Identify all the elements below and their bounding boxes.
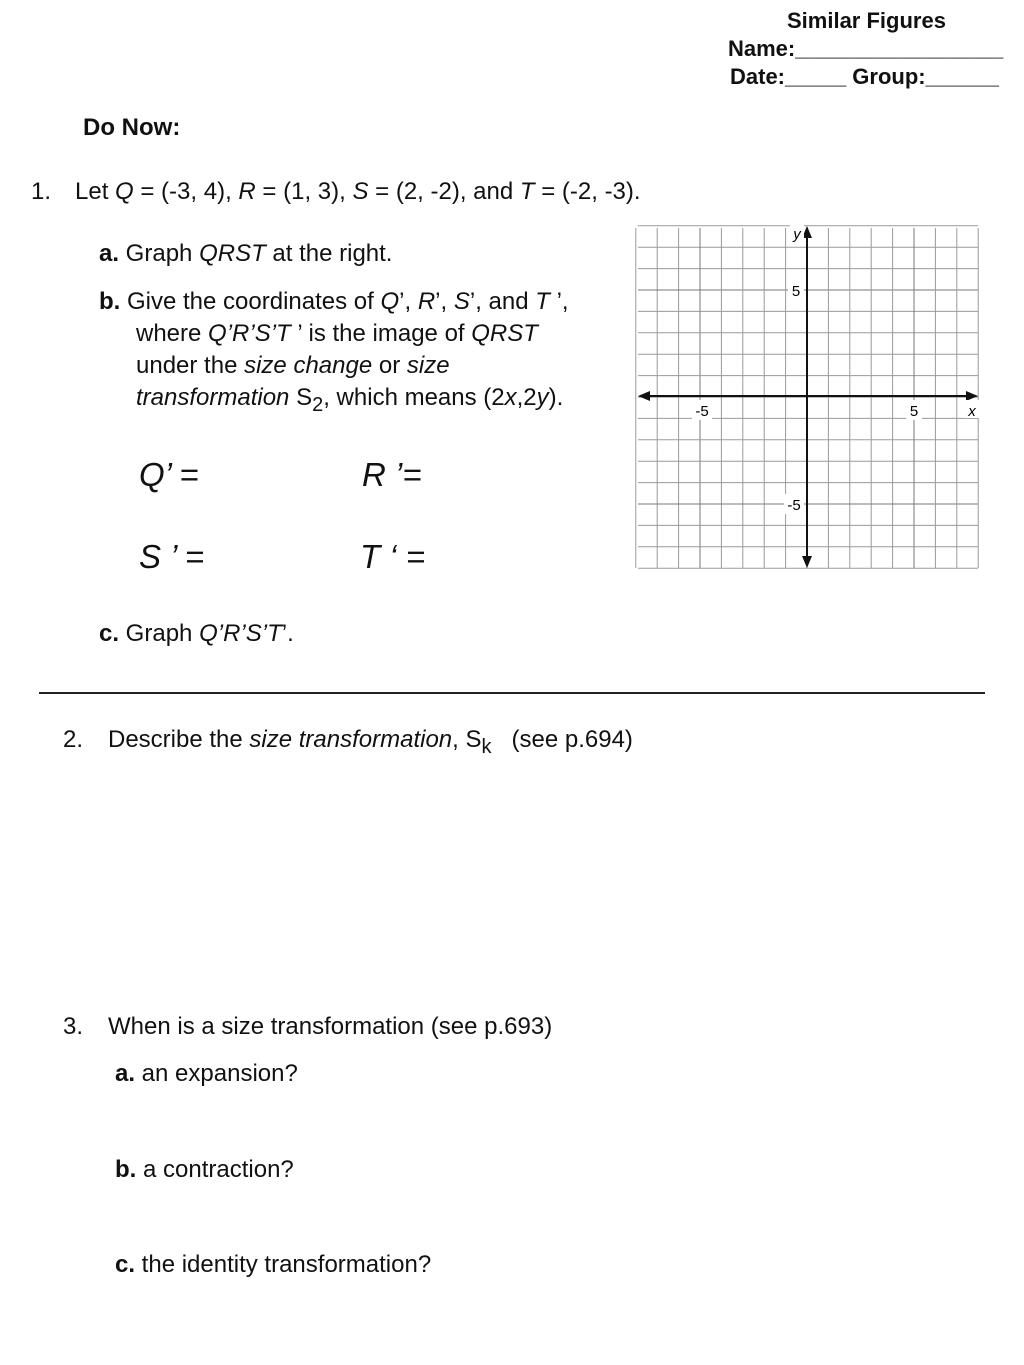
t-prime-answer: T ‘ = xyxy=(360,538,426,575)
q1b-line3: under the size change or size xyxy=(136,352,450,379)
q1b-line1: b. Give the coordinates of Q’, R’, S’, and T ’, xyxy=(99,288,569,315)
y-axis-arrow-down xyxy=(802,556,812,568)
x-tick-5: 5 xyxy=(909,403,919,420)
x-axis-label: x xyxy=(968,403,976,420)
x-tick-neg5: -5 xyxy=(695,403,709,420)
q1b-line2: where Q’R’S’T ’ is the image of QRST xyxy=(136,320,538,347)
x-axis-arrow-right xyxy=(966,391,978,401)
name-field: Name:_________________ xyxy=(728,36,1004,61)
q1-text: Let Q = (-3, 4), R = (1, 3), S = (2, -2), and T = (-2, -3). xyxy=(75,178,641,205)
q1a-text: a. Graph QRST at the right. xyxy=(99,240,393,267)
y-axis-label: y xyxy=(793,226,801,243)
r-prime-answer: R ’= xyxy=(362,456,422,493)
section-divider xyxy=(39,692,985,694)
y-tick-5: 5 xyxy=(791,283,801,300)
q3-text: When is a size transformation (see p.693) xyxy=(108,1013,553,1040)
date-group-field: Date:_____ Group:______ xyxy=(730,64,1000,89)
x-axis-arrow-left xyxy=(638,391,650,401)
y-tick-neg5: -5 xyxy=(787,497,801,514)
q3b-text: b. a contraction? xyxy=(115,1156,294,1183)
s-prime-answer: S ’ = xyxy=(139,538,205,575)
q1c-text: c. Graph Q’R’S’T’. xyxy=(99,620,294,647)
q1-number: 1. xyxy=(31,178,52,205)
q3-number: 3. xyxy=(63,1013,84,1040)
q1b-line4: transformation $S_2$, which means (2x,2y). xyxy=(136,384,564,416)
do-now-heading: Do Now: xyxy=(83,114,181,141)
q2-text: Describe the size transformation, $S_k$ (see p.694) xyxy=(108,726,633,758)
q-prime-answer: Q’ = xyxy=(139,456,199,493)
q3a-text: a. an expansion? xyxy=(115,1060,298,1087)
q3c-text: c. the identity transformation? xyxy=(115,1251,432,1278)
q2-number: 2. xyxy=(63,726,84,753)
coordinate-grid xyxy=(630,220,990,572)
worksheet-title: Similar Figures xyxy=(787,8,946,33)
